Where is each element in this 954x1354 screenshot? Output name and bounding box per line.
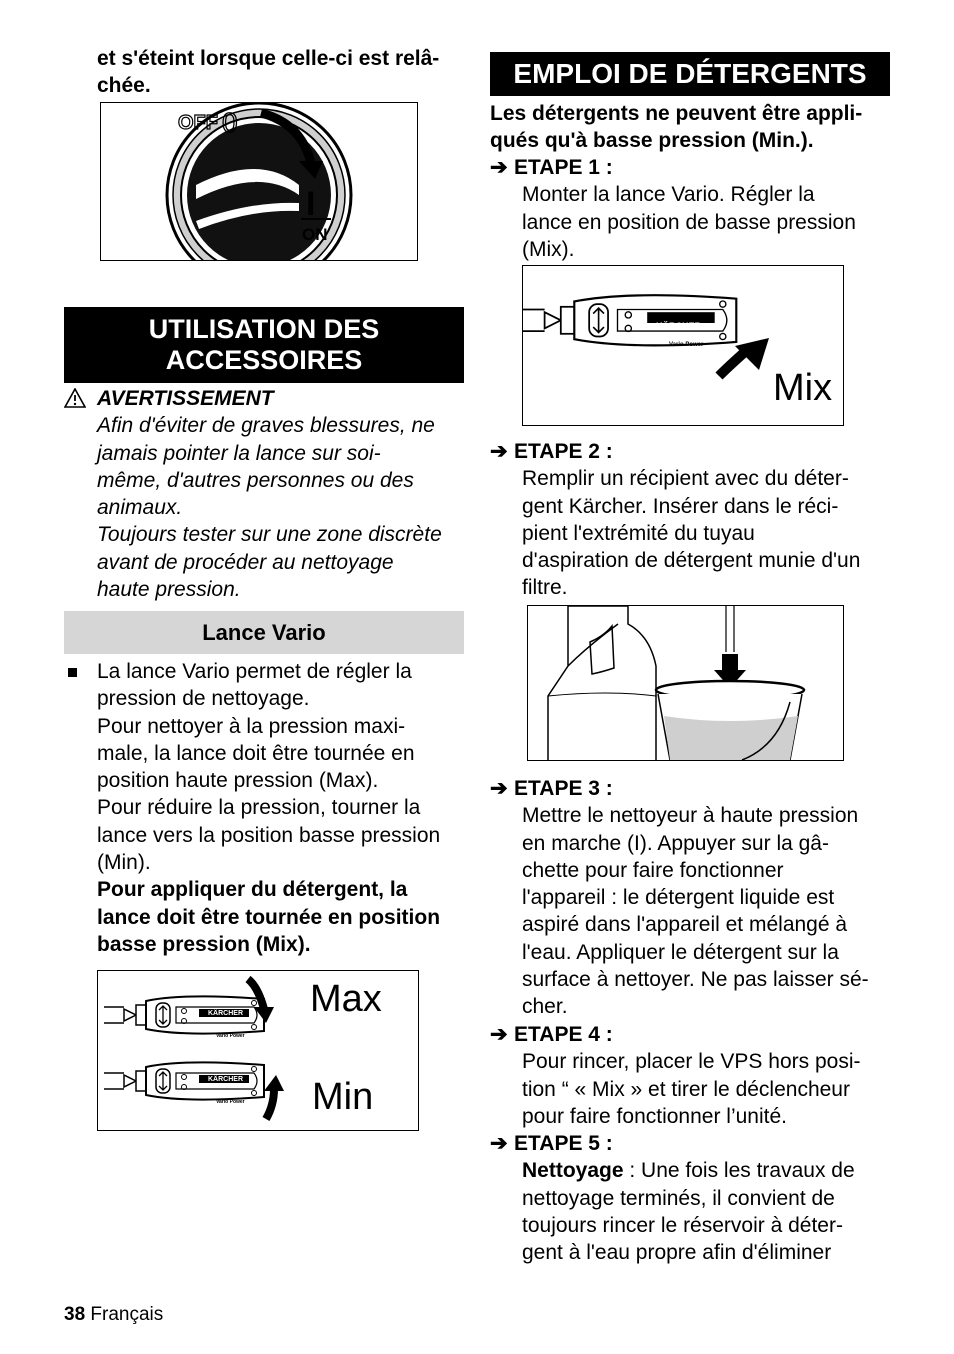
step-4 — [490, 1021, 900, 1130]
arrow-right-icon: ➔ — [490, 777, 508, 800]
warning-line: même, d'autres personnes ou des — [97, 468, 414, 492]
step-line: cher. — [522, 995, 568, 1019]
step-line: chette pour faire fonctionner — [522, 858, 784, 882]
step-line: gent à l'eau propre afin d'éliminer — [522, 1241, 832, 1265]
bold-line: Pour appliquer du détergent, la — [97, 878, 408, 902]
bullet-line: (Min). — [97, 851, 151, 875]
detergent-bucket-illustration — [528, 606, 843, 760]
step-line: Remplir un récipient avec du déter- — [522, 467, 849, 491]
step-line: toujours rincer le réservoir à déter- — [522, 1213, 843, 1237]
step-title: ETAPE 3 : — [514, 777, 613, 800]
step-line: gent Kärcher. Insérer dans le réci- — [522, 494, 839, 518]
arrow-right-icon: ➔ — [490, 156, 508, 179]
bullet-line: Pour nettoyer à la pression maxi- — [97, 714, 406, 738]
lance-mix-figure — [522, 265, 844, 426]
warning-title: AVERTISSEMENT — [97, 387, 274, 410]
lance-max-min-illustration — [98, 971, 418, 1130]
lance-vario-description — [64, 658, 464, 958]
step-title: ETAPE 1 : — [514, 156, 613, 179]
step-line: surface à nettoyer. Ne pas laisser sé- — [522, 968, 869, 992]
page-number: 38 — [64, 1304, 86, 1325]
bold-line: lance doit être tournée en position — [97, 905, 441, 929]
warning-line: Afin d'éviter de graves blessures, ne — [97, 414, 435, 438]
warning-line: animaux. — [97, 496, 183, 520]
one-label: I — [306, 185, 316, 223]
brand-label: KÄRCHER — [208, 1076, 243, 1083]
step-title: ETAPE 2 : — [514, 440, 613, 463]
step-line: nettoyage terminés, il convient de — [522, 1186, 835, 1210]
step-1 — [490, 154, 900, 263]
step-line: Pour rincer, placer le VPS hors posi- — [522, 1050, 861, 1074]
bullet-line: lance vers la position basse pression — [97, 823, 441, 847]
step-line: aspiré dans l'appareil et mélangé à — [522, 913, 848, 937]
step-line: d'aspiration de détergent munie d'un — [522, 549, 861, 573]
bullet-line: La lance Vario permet de régler la — [97, 660, 412, 683]
model-label: Vario Power — [216, 1099, 245, 1105]
step-line: Monter la lance Vario. Régler la — [522, 183, 815, 207]
intro-line-1: et s'éteint lorsque celle-ci est relâ- — [97, 47, 440, 70]
intro-line: Les détergents ne peuvent être appli- — [490, 102, 863, 125]
section-title-emploi-detergents: EMPLOI DE DÉTERGENTS — [490, 52, 890, 96]
step-line: l'appareil : le détergent liquide est — [522, 886, 835, 910]
intro-line: qués qu'à basse pression (Min.). — [490, 129, 814, 153]
step-3 — [490, 775, 900, 1021]
step-2 — [490, 438, 900, 602]
min-label: Min — [312, 1076, 374, 1118]
bullet-line: pression de nettoyage. — [97, 687, 310, 711]
step-line: filtre. — [522, 576, 568, 600]
step-line: l'eau. Appliquer le détergent sur la — [522, 940, 839, 964]
mix-label: Mix — [773, 367, 833, 409]
warning-triangle-icon — [64, 388, 86, 415]
section-title-line-1: UTILISATION DES — [148, 314, 380, 344]
max-label: Max — [310, 978, 382, 1020]
zero-label: 0 — [222, 107, 238, 138]
brand-label: KÄRCHER — [656, 321, 701, 331]
page-footer — [64, 1304, 163, 1326]
step-title: ETAPE 4 : — [514, 1023, 613, 1046]
step-5 — [490, 1130, 900, 1266]
lance-max-min-figure — [97, 970, 419, 1131]
switch-figure — [100, 102, 418, 261]
step-line: pour faire fonctionner l’unité. — [522, 1104, 787, 1128]
warning-line: avant de procéder au nettoyage — [97, 550, 394, 574]
detergent-intro — [490, 100, 900, 155]
bullet-square-icon — [68, 668, 77, 677]
model-label: Vario Power — [669, 342, 704, 348]
model-label: Vario Power — [216, 1033, 245, 1039]
step-line: en marche (I). Appuyer sur la gâ- — [522, 831, 829, 855]
on-label: ON — [302, 225, 328, 244]
step-line: (Mix). — [522, 237, 575, 261]
intro-text — [97, 45, 439, 100]
arrow-right-icon: ➔ — [490, 1023, 508, 1046]
off-label: OFF — [178, 112, 218, 134]
step-line: lance en position de basse pression — [522, 210, 856, 234]
detergent-bucket-figure — [527, 605, 844, 761]
step-title: ETAPE 5 : — [514, 1132, 613, 1155]
on-off-switch-illustration — [101, 103, 417, 260]
step-line: : Une fois les travaux de — [623, 1159, 855, 1183]
step-lead: Nettoyage — [522, 1159, 624, 1183]
lance-mix-illustration — [523, 266, 843, 425]
bullet-line: male, la lance doit être tournée en — [97, 741, 415, 765]
intro-line-2: chée. — [97, 74, 151, 98]
bold-line: basse pression (Mix). — [97, 932, 311, 956]
subsection-title-lance-vario: Lance Vario — [64, 611, 464, 654]
warning-line: haute pression. — [97, 578, 241, 602]
warning-block — [64, 385, 464, 603]
bullet-line: Pour réduire la pression, tourner la — [97, 796, 421, 820]
section-title-line-2: ACCESSOIRES — [165, 345, 363, 375]
footer-language: Français — [90, 1304, 164, 1325]
arrow-right-icon: ➔ — [490, 440, 508, 463]
rotate-arrow-icon — [264, 1075, 284, 1091]
warning-line: Toujours tester sur une zone discrète — [97, 523, 442, 547]
step-line: Mettre le nettoyeur à haute pression — [522, 804, 859, 828]
warning-line: jamais pointer la lance sur soi- — [97, 441, 381, 465]
bullet-line: position haute pression (Max). — [97, 769, 379, 793]
arrow-right-icon: ➔ — [490, 1132, 508, 1155]
step-line: pient l'extrémité du tuyau — [522, 521, 755, 545]
brand-label: KÄRCHER — [208, 1010, 243, 1017]
step-line: tion “ « Mix » et tirer le déclencheur — [522, 1077, 850, 1101]
section-title-accessoires — [64, 307, 464, 383]
